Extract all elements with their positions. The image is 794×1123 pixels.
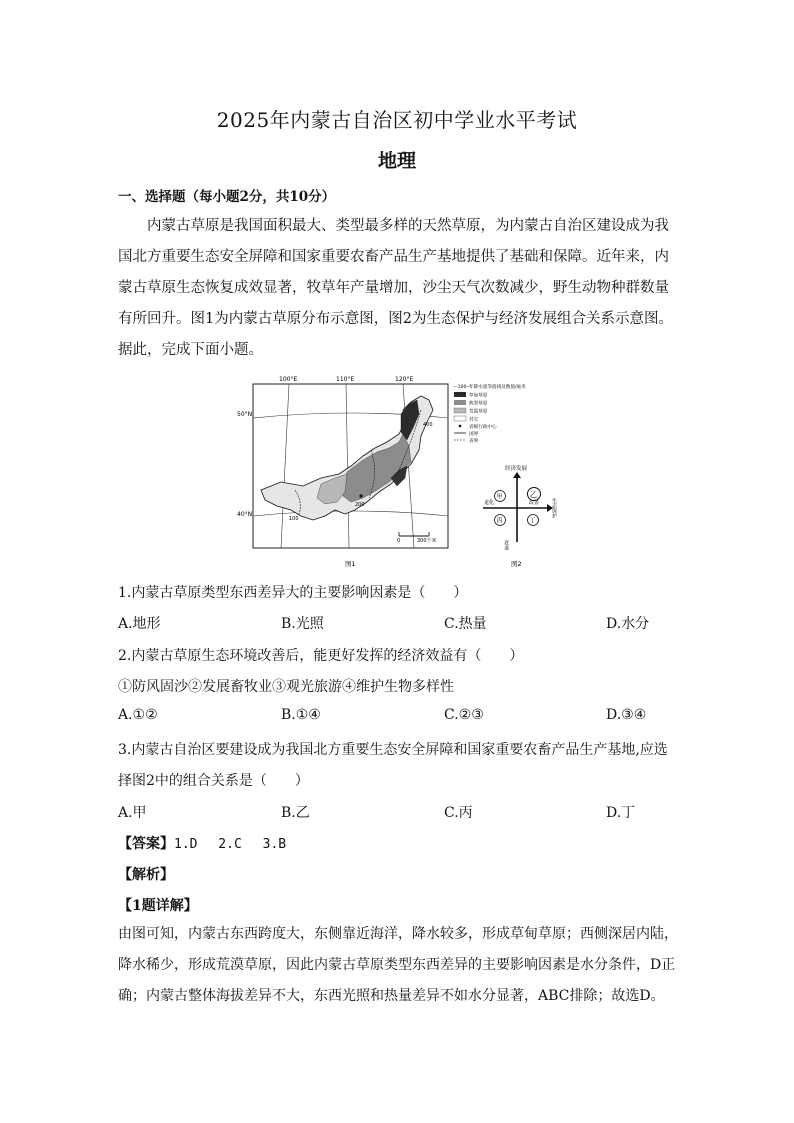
answer-line	[118, 833, 286, 853]
answer-label: 【答案】	[118, 836, 174, 852]
exam-title: 2025年内蒙古自治区初中学业水平考试	[216, 108, 578, 132]
q3-option-b[interactable]: B.乙	[281, 805, 310, 821]
question-3-stem-line1: 3.内蒙古自治区要建设成为我国北方重要生态安全屏障和国家重要农畜产品生产基地,应选	[118, 742, 668, 758]
lat-label: 50°N	[237, 411, 253, 418]
lat-label: 40°N	[237, 511, 253, 518]
question-1-stem: 1.内蒙古草原类型东西差异大的主要影响因素是（ ）	[118, 585, 468, 601]
q2-option-a[interactable]: A.①②	[118, 707, 158, 723]
legend-item: 草甸草原	[469, 393, 488, 399]
detail-text: 由图可知，内蒙古东西跨度大，东侧靠近海洋，降水较多，形成草甸草原；西侧深居内陆，降水稀少，形成荒漠草原，因此内蒙古草原类型东西差异的主要影响因素是水分条件，D正确；内蒙古整体海拔差异不大，东西光照和热量差异不如水分显著，ABC排除；故选D。	[118, 926, 678, 1004]
quadrant-bing: 丙	[496, 517, 503, 525]
q3-option-d[interactable]: D.丁	[606, 805, 636, 821]
figure-map-and-diagram	[237, 374, 561, 574]
lon-label: 120°E	[395, 376, 414, 383]
figure1-legend	[453, 383, 526, 444]
q1-option-c[interactable]: C.热量	[444, 616, 487, 632]
quadrant-jia: 甲	[496, 493, 503, 501]
question-2-items: ①防风固沙②发展畜牧业③观光旅游④维护生物多样性	[118, 679, 454, 695]
axis-label-improve: 改善	[529, 500, 540, 506]
intro-paragraph	[118, 211, 678, 366]
isohyet-label: 200	[355, 502, 365, 508]
q1-option-d[interactable]: D.水分	[606, 616, 650, 632]
detail-label: 【1题详解】	[118, 898, 198, 914]
intro-text: 内蒙古草原是我国面积最大、类型最多样的天然草原，为内蒙古自治区建设成为我国北方重要生态安全屏障和国家重要农畜产品生产基地提供了基础和保障。近年来，内蒙古草原生态恢复成效显著，牧草年产量增加，沙尘天气次数减少，野生动物种群数量有所回升。图1为内蒙古草原分布示意图，图2为生态保护与经济发展组合关系示意图。据此，完成下面小题。	[118, 218, 673, 358]
axis-label-degrade: 退化	[484, 500, 495, 506]
answer-value: 1.D 2.C 3.B	[174, 837, 287, 852]
legend-item: 典型草原	[469, 401, 488, 407]
axis-label-decline: 衰退	[503, 540, 509, 550]
legend-item: 荒漠草原	[469, 409, 488, 415]
legend-item: 省界	[469, 439, 479, 444]
capital-marker	[359, 494, 362, 497]
analysis-label: 【解析】	[118, 867, 174, 883]
q2-option-b[interactable]: B.①④	[281, 707, 321, 723]
figure1-caption: 图1	[345, 560, 356, 568]
figure2-diagram	[483, 464, 557, 568]
section-heading: 一、选择题（每小题2分，共10分）	[118, 189, 336, 205]
legend-item: 省级行政中心	[469, 425, 497, 430]
axis-label-eco: 生态保护	[551, 498, 557, 518]
subject-title: 地理	[377, 150, 416, 172]
quadrant-ding: 丁	[529, 517, 536, 525]
q2-option-d[interactable]: D.③④	[606, 707, 647, 723]
lon-label: 100°E	[279, 376, 298, 383]
question-3-stem-line2: 择图2中的组合关系是（ ）	[118, 773, 309, 789]
figure2-caption: 图2	[511, 560, 522, 568]
scale-label: 300千米	[417, 538, 437, 544]
legend-item: 国界	[469, 432, 479, 437]
scale-zero: 0	[397, 538, 401, 544]
isohyet-label: 400	[423, 422, 433, 428]
question-2-stem: 2.内蒙古草原生态环境改善后，能更好发挥的经济效益有（ ）	[118, 648, 524, 664]
legend-item: 其它	[469, 417, 479, 423]
q3-option-a[interactable]: A.甲	[118, 805, 147, 821]
q1-option-a[interactable]: A.地形	[118, 616, 161, 632]
isohyet-label: 100	[289, 516, 299, 522]
q3-option-c[interactable]: C.丙	[444, 805, 473, 821]
figure1-map	[237, 376, 448, 568]
legend-item: 年降水量等值线及数值/毫米	[469, 385, 526, 390]
q2-option-c[interactable]: C.②③	[444, 707, 484, 723]
legend-prefix: —100—	[453, 385, 471, 390]
axis-label-economic: 经济发展	[505, 466, 528, 472]
lon-label: 110°E	[336, 376, 355, 383]
q1-option-b[interactable]: B.光照	[281, 616, 324, 632]
quadrant-yi: 乙	[530, 491, 537, 499]
